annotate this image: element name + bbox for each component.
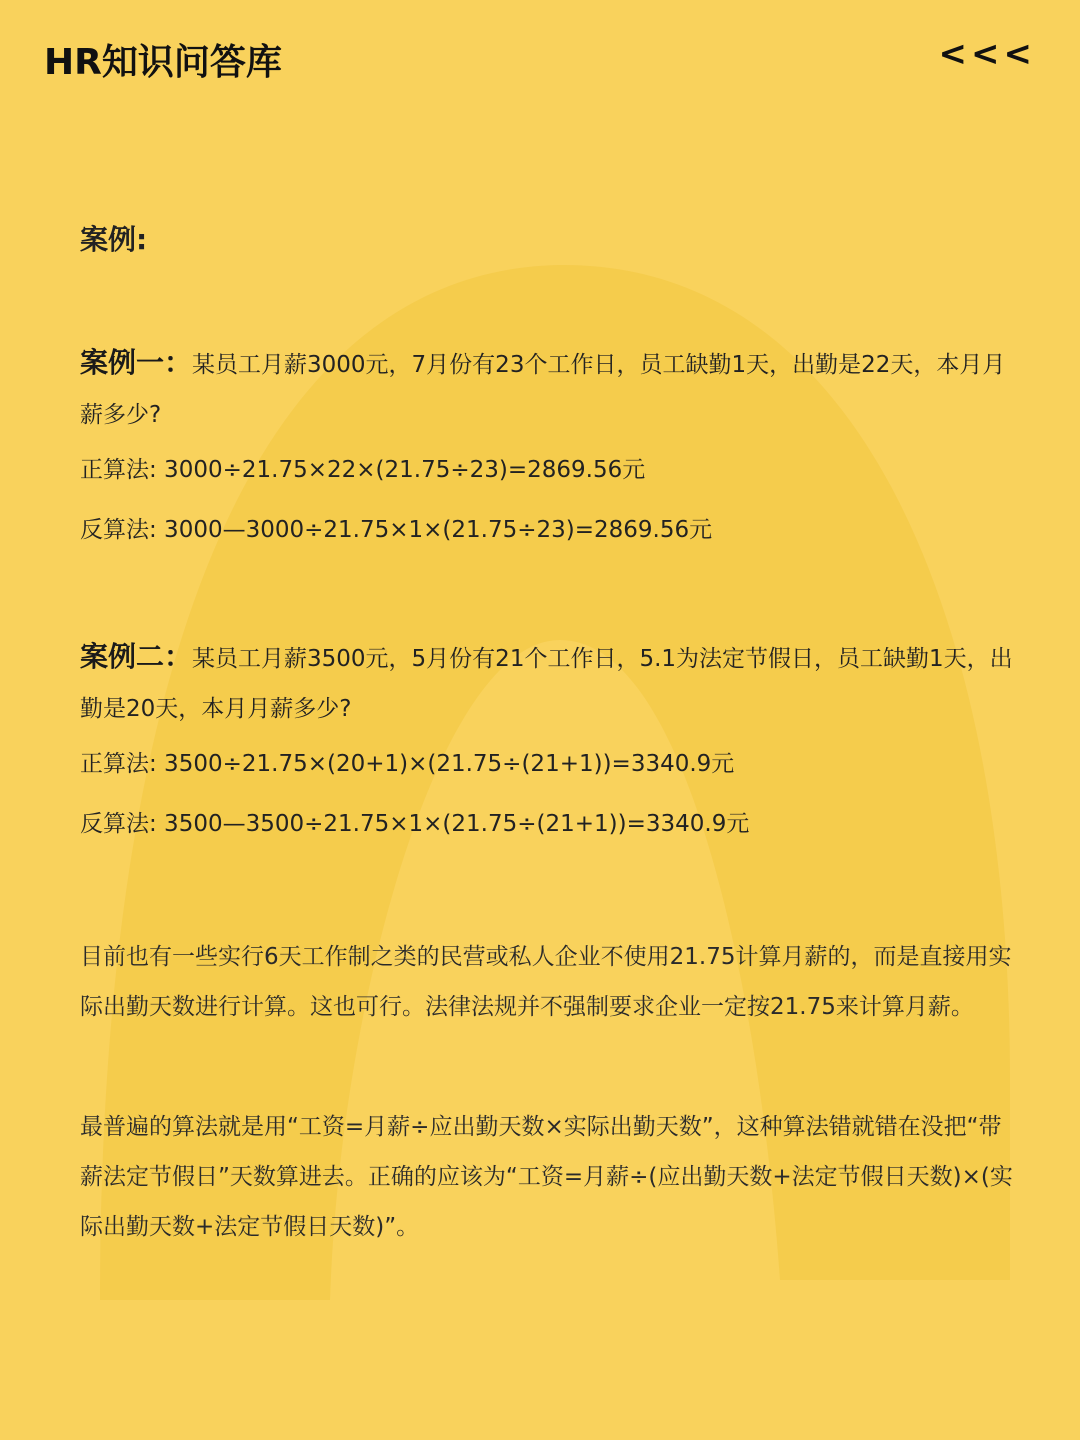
case-question	[80, 338, 1020, 440]
back-chevrons-icon[interactable]: <<<	[938, 34, 1036, 74]
case-label: 案例一：	[80, 346, 193, 379]
note-paragraph: 最普遍的算法就是用“工资=月薪÷应出勤天数×实际出勤天数”，这种算法错就错在没把“带薪法定节假日”天数算进去。正确的应该为“工资=月薪÷(应出勤天数+法定节假日天数)×(实际出勤天数+法定节假日天数)”。	[80, 1114, 1013, 1240]
case-question-text: 某员工月薪3500元，5月份有21个工作日，5.1为法定节假日，员工缺勤1天，出勤是20天，本月月薪多少?	[80, 646, 1013, 722]
case-question	[80, 632, 1020, 734]
formula-forward: 正算法: 3500÷21.75×(20+1)×(21.75÷(21+1))=3340.9元	[80, 751, 735, 777]
brand-title: HR知识问答库	[44, 42, 282, 83]
formula-reverse: 反算法: 3500—3500÷21.75×1×(21.75÷(21+1))=3340.9元	[80, 811, 750, 837]
note-paragraph: 目前也有一些实行6天工作制之类的民营或私人企业不使用21.75计算月薪的，而是直接用实际出勤天数进行计算。这也可行。法律法规并不强制要求企业一定按21.75来计算月薪。	[80, 944, 1012, 1020]
formula-reverse: 反算法: 3000—3000÷21.75×1×(21.75÷23)=2869.56元	[80, 517, 713, 543]
section-heading: 案例:	[80, 223, 148, 256]
case-two	[80, 632, 1020, 854]
case-one	[80, 338, 1020, 560]
case-label: 案例二：	[80, 640, 193, 673]
article-content	[80, 218, 1020, 1252]
formula-forward: 正算法: 3000÷21.75×22×(21.75÷23)=2869.56元	[80, 457, 646, 483]
case-question-text: 某员工月薪3000元，7月份有23个工作日，员工缺勤1天，出勤是22天，本月月薪多少?	[80, 352, 1006, 428]
